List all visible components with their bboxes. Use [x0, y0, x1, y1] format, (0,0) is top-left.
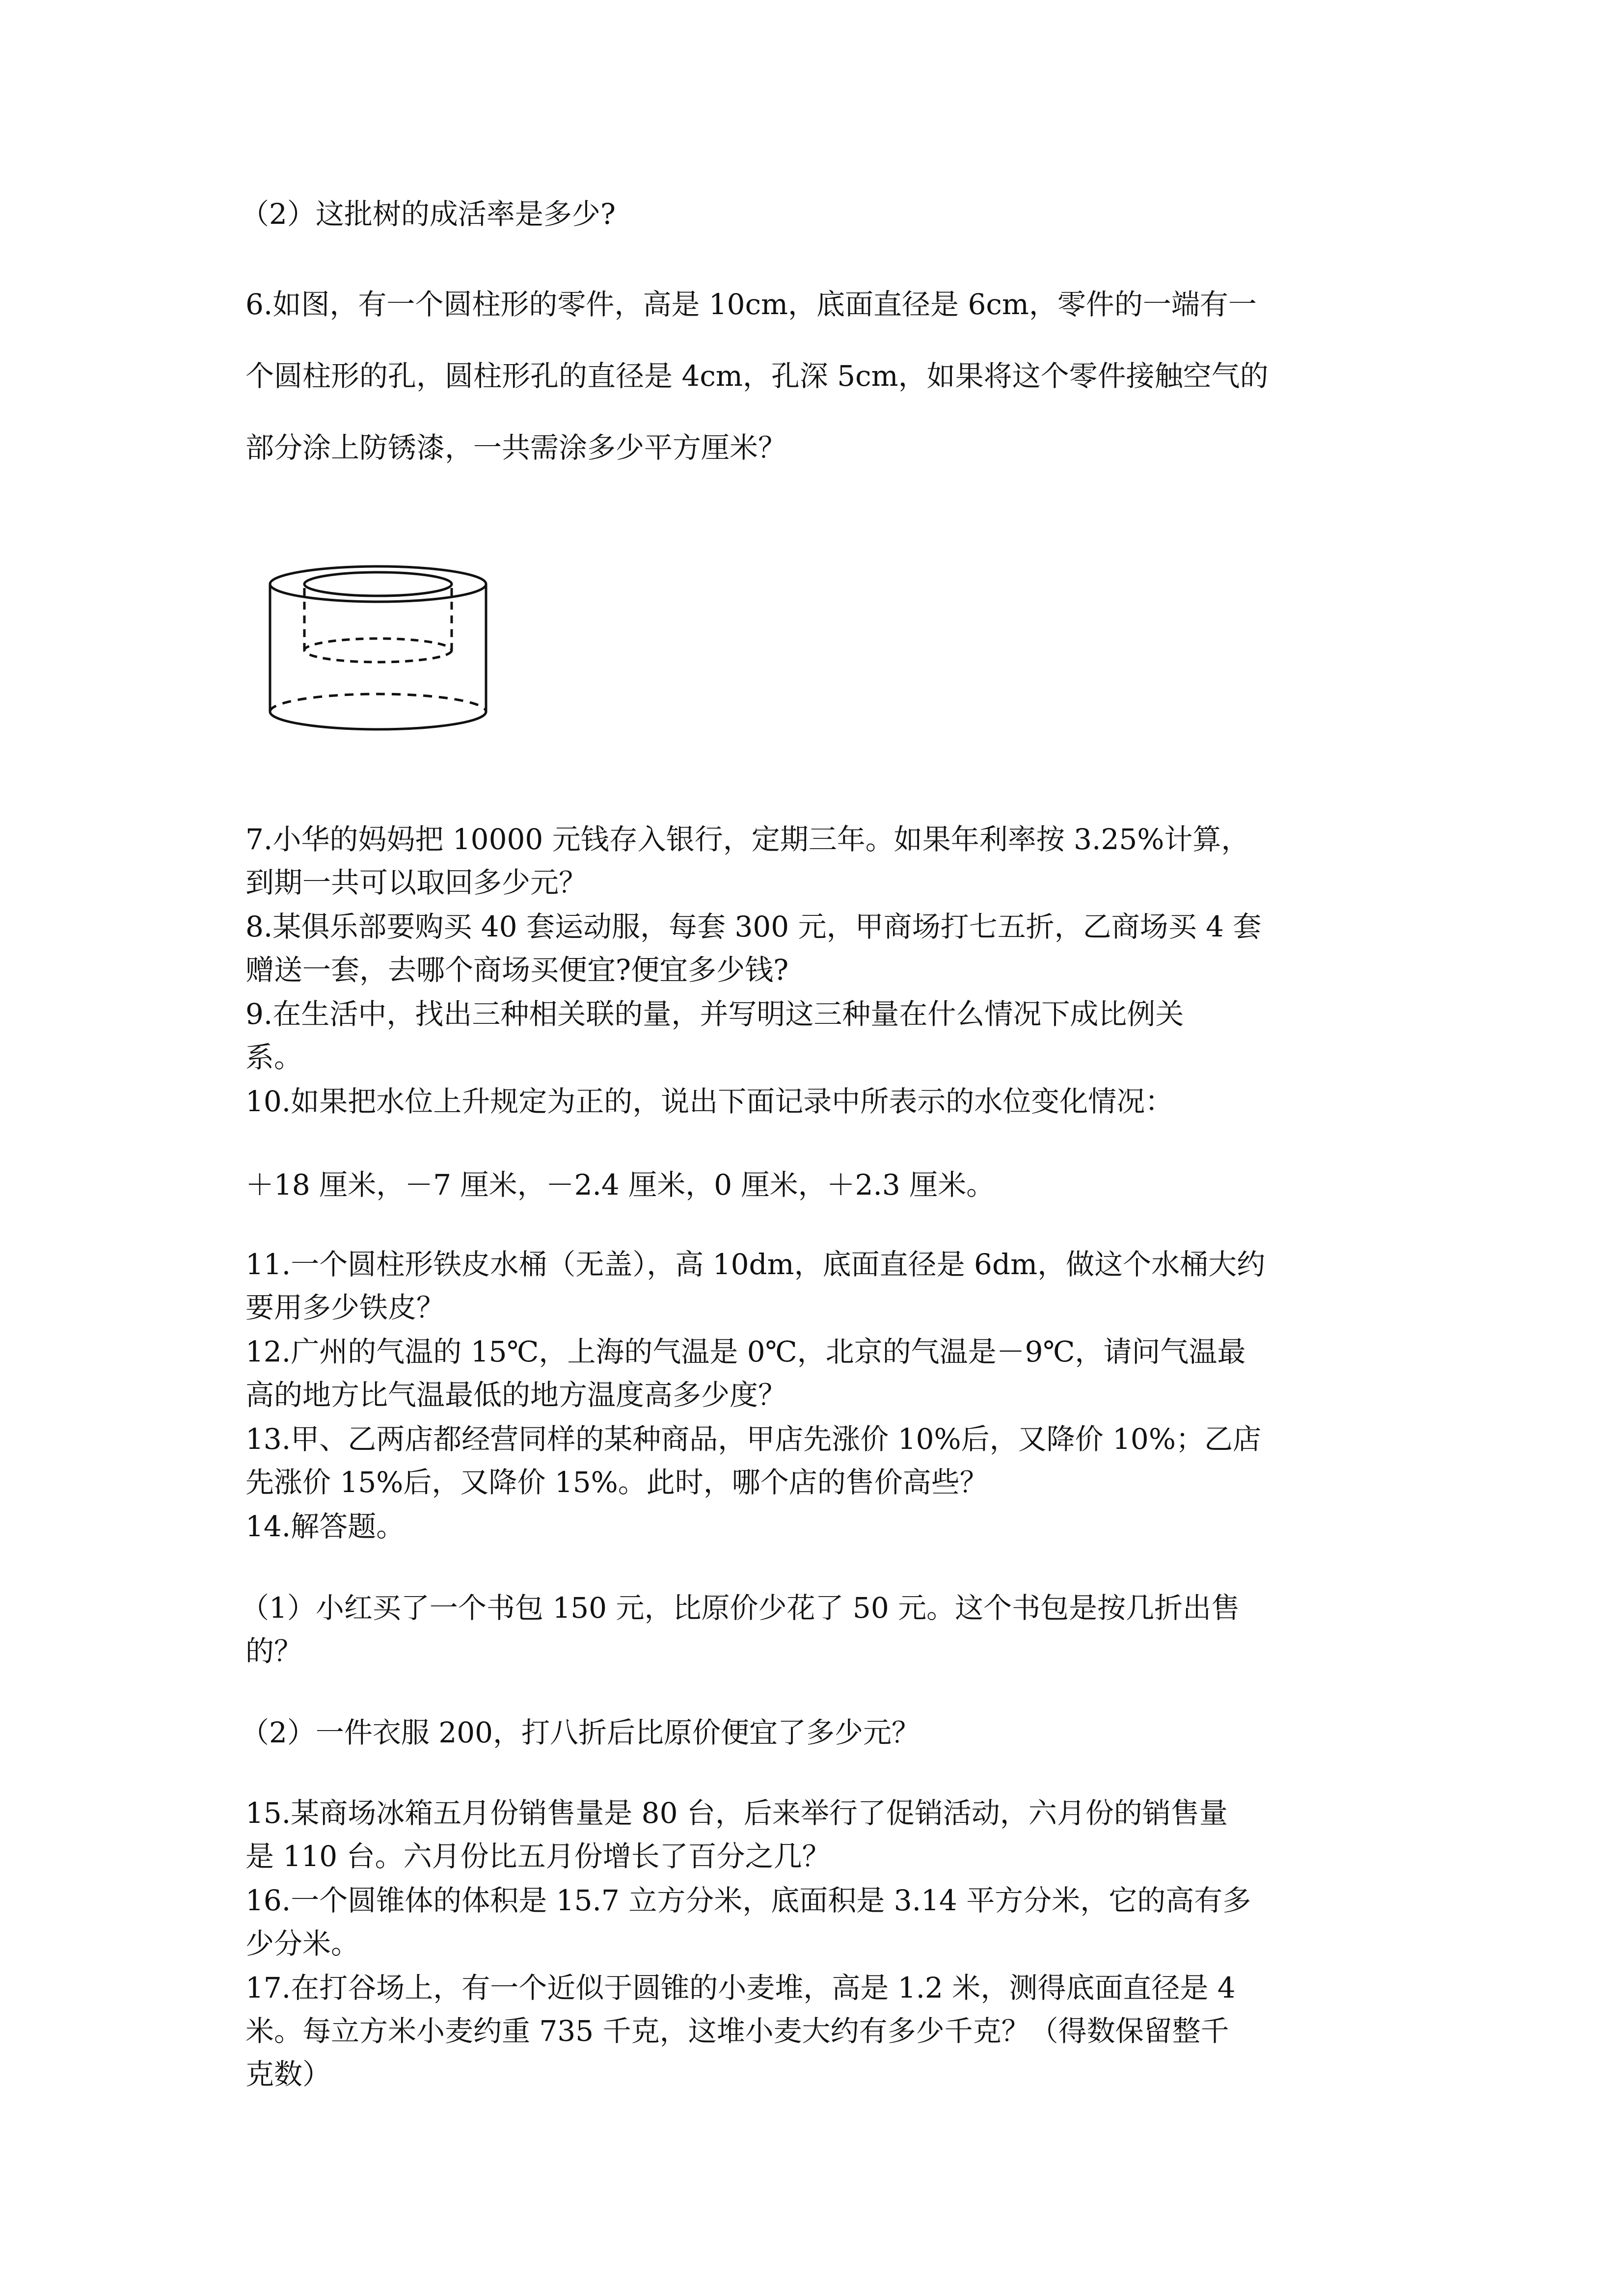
q9-text-line1: 9.在生活中，找出三种相关联的量，并写明这三种量在什么情况下成比例关 [245, 997, 1184, 1031]
q5-part2-text: （2）这批树的成活率是多少? [241, 197, 616, 231]
q17-text-line3: 克数） [245, 2057, 331, 2091]
q10-text-line1: 10.如果把水位上升规定为正的，说出下面记录中所表示的水位变化情况： [245, 1085, 1174, 1118]
q16-text-line2: 少分米。 [245, 1927, 360, 1960]
q16-text-line1: 16.一个圆锥体的体积是 15.7 立方分米，底面积是 3.14 平方分米，它的高有多 [245, 1884, 1251, 1917]
q9-text-line2: 系。 [245, 1041, 303, 1074]
q15-text-line2: 是 110 台。六月份比五月份增长了百分之几？ [245, 1840, 831, 1873]
q6-text-line3: 部分涂上防锈漆，一共需涂多少平方厘米？ [245, 431, 787, 464]
q17-text-line2: 米。每立方米小麦约重 735 千克，这堆小麦大约有多少千克？（得数保留整千 [245, 2014, 1229, 2048]
q17-text-line1: 17.在打谷场上，有一个近似于圆锥的小麦堆，高是 1.2 米，测得底面直径是 4 [245, 1971, 1236, 2004]
q6-text-line1: 6.如图，有一个圆柱形的零件，高是 10cm，底面直径是 6cm，零件的一端有一 [245, 288, 1257, 321]
cylinder-part-figure [265, 564, 501, 741]
q12-text-line1: 12.广州的气温的 15℃，上海的气温是 0℃，北京的气温是－9℃，请问气温最 [245, 1335, 1246, 1368]
q13-text-line2: 先涨价 15%后，又降价 15%。此时，哪个店的售价高些？ [245, 1466, 988, 1499]
q12-text-line2: 高的地方比气温最低的地方温度高多少度？ [245, 1378, 787, 1412]
q10-records: ＋18 厘米，－7 厘米，－2.4 厘米，0 厘米，＋2.3 厘米。 [245, 1168, 995, 1201]
q13-text-line1: 13.甲、乙两店都经营同样的某种商品，甲店先涨价 10%后，又降价 10%；乙店 [245, 1422, 1261, 1456]
q11-text-line2: 要用多少铁皮？ [245, 1291, 445, 1324]
q14-part2-text: （2）一件衣服 200，打八折后比原价便宜了多少元？ [241, 1716, 920, 1749]
q11-text-line1: 11.一个圆柱形铁皮水桶（无盖），高 10dm，底面直径是 6dm，做这个水桶大约 [245, 1248, 1266, 1281]
q14-part1-line2: 的？ [245, 1634, 303, 1668]
q7-text-line1: 7.小华的妈妈把 10000 元钱存入银行，定期三年。如果年利率按 3.25%计算， [245, 823, 1250, 856]
q6-text-line2: 个圆柱形的孔，圆柱形孔的直径是 4cm，孔深 5cm，如果将这个零件接触空气的 [245, 359, 1269, 393]
q8-text-line1: 8.某俱乐部要购买 40 套运动服，每套 300 元，甲商场打七五折，乙商场买 4 套 [245, 910, 1262, 943]
q7-text-line2: 到期一共可以取回多少元？ [245, 866, 588, 899]
q14-title: 14.解答题。 [245, 1510, 405, 1543]
q15-text-line1: 15.某商场冰箱五月份销售量是 80 台，后来举行了促销活动，六月份的销售量 [245, 1796, 1228, 1830]
q14-part1-line1: （1）小红买了一个书包 150 元，比原价少花了 50 元。这个书包是按几折出售 [241, 1591, 1240, 1625]
q8-text-line2: 赠送一套，去哪个商场买便宜?便宜多少钱? [245, 953, 789, 987]
